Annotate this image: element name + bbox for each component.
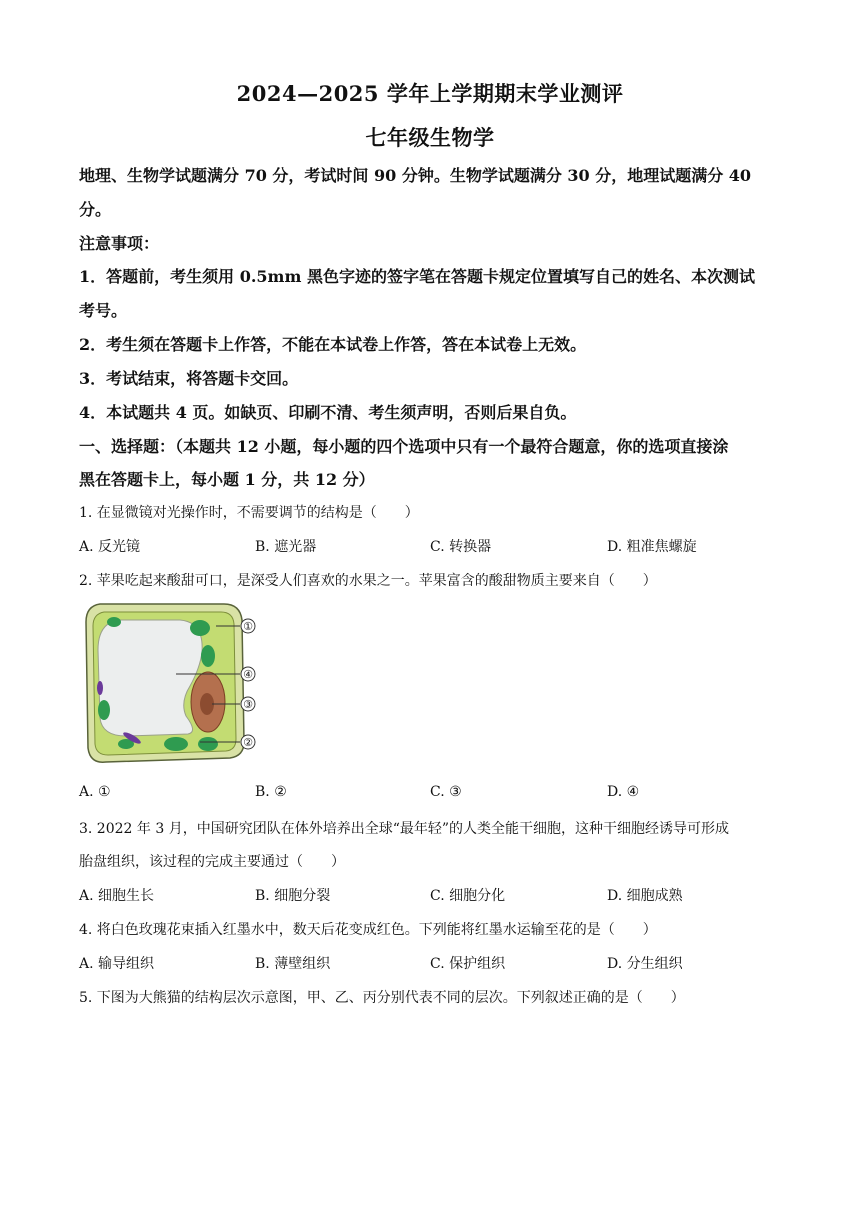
q2-option-a[interactable]: A. ①	[79, 784, 111, 800]
q3-option-d[interactable]: D. 细胞成熟	[607, 888, 683, 904]
q2-option-c[interactable]: C. ③	[430, 784, 462, 800]
exam-subtitle: 七年级生物学	[365, 125, 495, 150]
question-4-stem: 4. 将白色玫瑰花束插入红墨水中，数天后花变成红色。下列能将红墨水运输至花的是（ ）	[79, 922, 657, 938]
q3-option-c[interactable]: C. 细胞分化	[430, 888, 506, 904]
question-3-options	[79, 885, 799, 907]
question-3-stem-line-1: 3. 2022 年 3 月，中国研究团队在体外培养出全球“最年轻”的人类全能干细胞，这种干细胞经诱导可形成	[79, 821, 730, 837]
q2-option-b[interactable]: B. ②	[255, 784, 287, 800]
q2-option-d[interactable]: D. ④	[607, 784, 640, 800]
intro-line-2: 分。	[79, 200, 112, 219]
q4-option-c[interactable]: C. 保护组织	[430, 956, 506, 972]
question-4-options	[79, 953, 799, 975]
label-2: ②	[243, 736, 253, 749]
note-3: 3．考试结束，将答题卡交回。	[79, 369, 299, 388]
question-2-stem: 2. 苹果吃起来酸甜可口，是深受人们喜欢的水果之一。苹果富含的酸甜物质主要来自（ ）	[79, 573, 657, 589]
question-5-stem: 5. 下图为大熊猫的结构层次示意图，甲、乙、丙分别代表不同的层次。下列叙述正确的是（ ）	[79, 990, 685, 1006]
note-2: 2．考生须在答题卡上作答，不能在本试卷上作答，答在本试卷上无效。	[79, 335, 587, 354]
q1-option-a[interactable]: A. 反光镜	[79, 539, 141, 555]
note-1-line-2: 考号。	[79, 301, 128, 320]
section-1-heading-line-2: 黑在答题卡上，每小题 1 分，共 12 分）	[79, 470, 375, 489]
nucleus	[191, 672, 225, 732]
q3-option-b[interactable]: B. 细胞分裂	[255, 888, 331, 904]
label-1: ①	[243, 620, 253, 633]
question-1-options	[79, 536, 799, 558]
intro-line-1: 地理、生物学试题满分 70 分，考试时间 90 分钟。生物学试题满分 30 分，地理试题满分 40	[79, 166, 752, 185]
notes-heading: 注意事项：	[79, 234, 160, 253]
question-3-stem-line-2: 胎盘组织，该过程的完成主要通过（ ）	[79, 854, 345, 870]
exam-title: 2024—2025 学年上学期期末学业测评	[236, 81, 624, 106]
question-2-options	[79, 784, 799, 806]
q4-option-a[interactable]: A. 输导组织	[79, 956, 155, 972]
q1-option-c[interactable]: C. 转换器	[430, 539, 492, 555]
plant-cell-diagram	[80, 598, 275, 768]
label-4: ④	[243, 668, 253, 681]
q4-option-d[interactable]: D. 分生组织	[607, 956, 683, 972]
q1-option-b[interactable]: B. 遮光器	[255, 539, 317, 555]
note-4: 4．本试题共 4 页。如缺页、印刷不清、考生须声明，否则后果自负。	[79, 403, 577, 422]
label-3: ③	[243, 698, 253, 711]
vacuole	[98, 620, 202, 736]
q4-option-b[interactable]: B. 薄壁组织	[255, 956, 331, 972]
question-1-stem: 1. 在显微镜对光操作时，不需要调节的结构是（ ）	[79, 505, 419, 521]
note-1-line-1: 1．答题前，考生须用 0.5mm 黑色字迹的签字笔在答题卡规定位置填写自己的姓名、本次测试	[79, 267, 755, 286]
q3-option-a[interactable]: A. 细胞生长	[79, 888, 155, 904]
section-1-heading-line-1: 一、选择题：（本题共 12 小题，每小题的四个选项中只有一个最符合题意，你的选项直接涂	[79, 437, 729, 456]
q1-option-d[interactable]: D. 粗准焦螺旋	[607, 539, 697, 555]
